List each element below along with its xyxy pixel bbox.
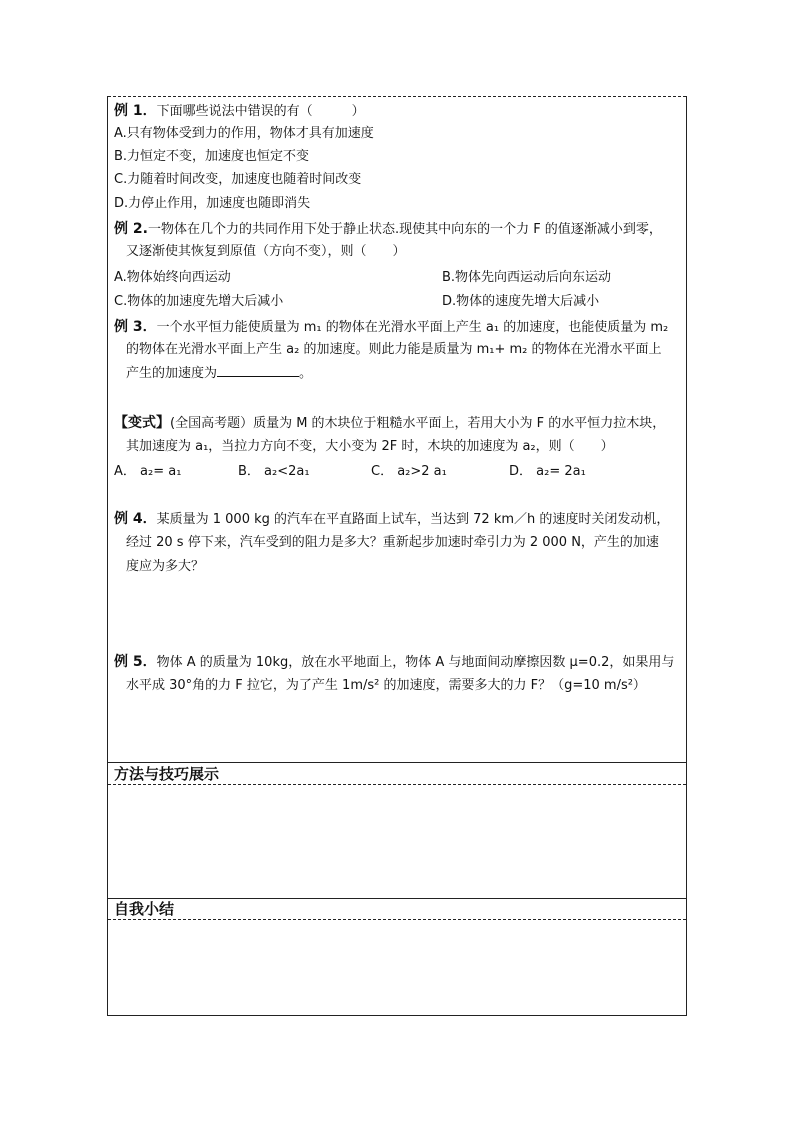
variant-option-c: C． a₂>2 a₁ [371,464,447,479]
example-5-text-1: 物体 A 的质量为 10kg，放在水平地面上，物体 A 与地面间动摩擦因数 μ=0.2，如果用与 [156,655,675,670]
example-1-text: 下面哪些说法中错误的有（ ） [156,104,365,119]
variant-label: 【变式】 [114,415,170,431]
variant-option-d: D． a₂= 2a₁ [509,464,586,479]
example-3-stem-line3 [126,364,312,383]
example-3-text-1: 一个水平恒力能使质量为 m₁ 的物体在光滑水平面上产生 a₁ 的加速度，也能使质量为 m₂ [156,320,669,335]
example-1-option-a: A.只有物体受到力的作用，物体才具有加速度 [114,126,374,141]
example-5-stem-line2: 水平成 30°角的力 F 拉它，为了产生 1m/s² 的加速度，需要多大的力 F？（g=10 m/s²） [126,678,646,693]
methods-heading: 方法与技巧展示 [114,765,220,783]
section-divider-methods [108,762,686,763]
methods-dashed-line [108,784,686,785]
example-1-stem [114,102,365,121]
answer-blank[interactable] [217,364,299,377]
example-3-stem-line1 [114,318,668,337]
variant-stem-line1 [114,414,665,433]
variant-text-1: (全国高考题）质量为 M 的木块位于粗糙水平面上，若用大小为 F 的水平恒力拉木块， [170,416,666,431]
example-4-stem-line1 [114,510,669,529]
summary-heading: 自我小结 [114,900,175,918]
example-2-option-b: B.物体先向西运动后向东运动 [442,270,612,285]
example-1-label: 例 1． [114,103,157,119]
methods-writing-area[interactable] [108,786,686,896]
variant-option-a: A． a₂= a₁ [114,464,182,479]
example-3-text-3: 产生的加速度为 [126,366,218,381]
example-5-label: 例 5． [114,654,157,670]
example-2-text-1: 一物体在几个力的共同作用下处于静止状态.现使其中向东的一个力 F 的值逐渐减小到零， [147,222,662,237]
example-1-option-b: B.力恒定不变，加速度也恒定不变 [114,149,310,164]
worksheet-table [107,96,687,1016]
variant-stem-line2: 其加速度为 a₁，当拉力方向不变，大小变为 2F 时，木块的加速度为 a₂，则（ ） [126,439,614,454]
example-1-option-d: D.力停止作用，加速度也随即消失 [114,196,311,211]
variant-option-b: B． a₂<2a₁ [238,464,310,479]
example-4-stem-line2: 经过 20 s 停下来，汽车受到的阻力是多大？重新起步加速时牵引力为 2 000 N，产生的加速 [126,535,659,550]
example-4-label: 例 4． [114,511,157,527]
example-2-stem-line1 [114,220,662,239]
example-4-text-1: 某质量为 1 000 kg 的汽车在平直路面上试车，当达到 72 km／h 的速度时关闭发动机， [156,512,670,527]
example-2-label: 例 2. [114,221,148,237]
summary-writing-area[interactable] [108,921,686,1013]
example-3-stem-line2: 的物体在光滑水平面上产生 a₂ 的加速度。则此力能是质量为 m₁+ m₂ 的物体在光滑水平面上 [126,342,662,357]
example-2-option-d: D.物体的速度先增大后减小 [442,294,600,309]
example-5-stem-line1 [114,653,674,672]
top-dashed-border [108,96,686,97]
example-2-option-c: C.物体的加速度先增大后减小 [114,294,284,309]
summary-dashed-line [108,919,686,920]
example-1-option-c: C.力随着时间改变，加速度也随着时间改变 [114,172,362,187]
section-divider-summary [108,898,686,899]
example-3-end: 。 [299,366,313,381]
example-2-stem-line2: 又逐渐使其恢复到原值（方向不变），则（ ） [126,244,406,259]
example-3-label: 例 3． [114,319,157,335]
example-4-stem-line3: 度应为多大？ [126,559,205,574]
example-2-option-a: A.物体始终向西运动 [114,270,231,285]
